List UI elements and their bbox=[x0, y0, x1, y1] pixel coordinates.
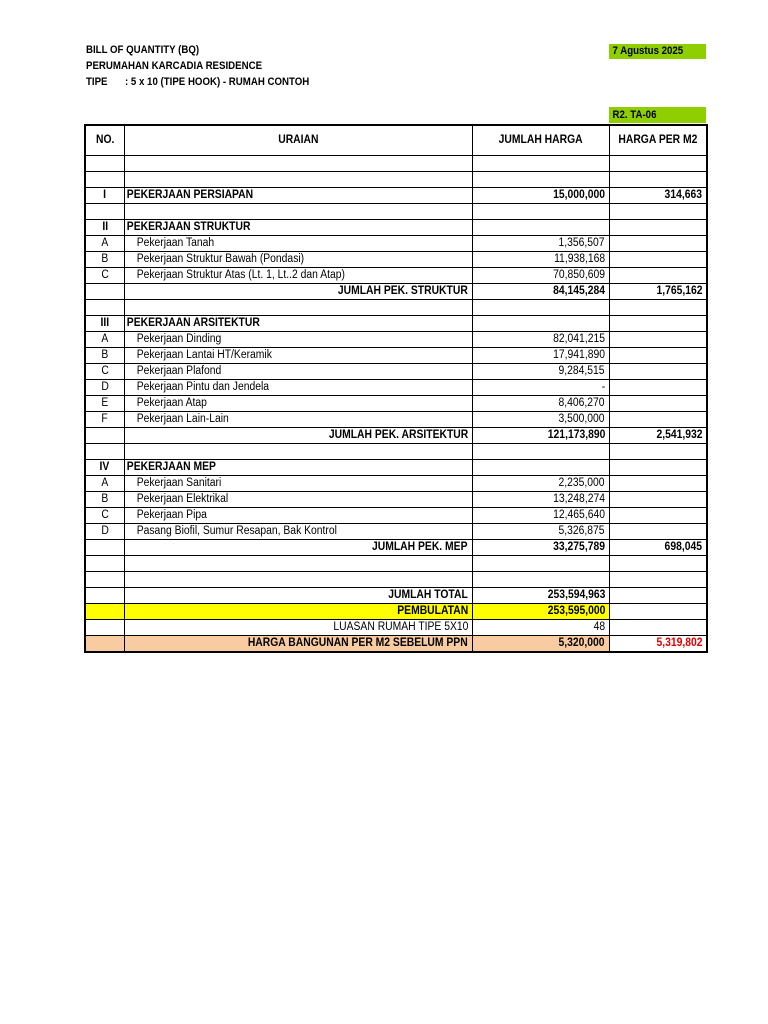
cell-jumlah-harga bbox=[472, 300, 609, 316]
cell-jumlah-harga: 5,320,000 bbox=[472, 636, 609, 653]
project-name: PERUMAHAN KARCADIA RESIDENCE bbox=[86, 60, 263, 72]
cell-jumlah-harga: 8,406,270 bbox=[472, 396, 609, 412]
cell-uraian: Pekerjaan Sanitari bbox=[124, 476, 472, 492]
date-text: 7 Agustus 2025 bbox=[612, 45, 684, 57]
cell-uraian: Pasang Biofil, Sumur Resapan, Bak Kontrol bbox=[124, 524, 472, 540]
cell-jumlah-harga bbox=[472, 444, 609, 460]
cell-jumlah-harga: 1,356,507 bbox=[472, 236, 609, 252]
table-row bbox=[85, 604, 707, 620]
cell-uraian: LUASAN RUMAH TIPE 5X10 bbox=[124, 620, 472, 636]
house-type-label: TIPE bbox=[86, 76, 108, 88]
cell-jumlah-harga bbox=[472, 220, 609, 236]
cell-harga-per-m2 bbox=[609, 364, 707, 380]
cell-no: C bbox=[85, 364, 124, 380]
blank-row bbox=[85, 556, 707, 572]
table-row bbox=[85, 588, 707, 604]
cell-uraian: HARGA BANGUNAN PER M2 SEBELUM PPN bbox=[124, 636, 472, 653]
cell-jumlah-harga bbox=[472, 156, 609, 172]
cell-jumlah-harga: 12,465,640 bbox=[472, 508, 609, 524]
cell-harga-per-m2 bbox=[609, 476, 707, 492]
cell-no: B bbox=[85, 492, 124, 508]
table-row bbox=[85, 412, 707, 428]
table-row bbox=[85, 460, 707, 476]
cell-harga-per-m2 bbox=[609, 300, 707, 316]
code-text: R2. TA-06 bbox=[612, 109, 657, 121]
cell-harga-per-m2 bbox=[609, 620, 707, 636]
cell-no: C bbox=[85, 268, 124, 284]
cell-jumlah-harga: 48 bbox=[472, 620, 609, 636]
table-row bbox=[85, 236, 707, 252]
cell-no: B bbox=[85, 252, 124, 268]
cell-harga-per-m2 bbox=[609, 156, 707, 172]
table-header-row bbox=[85, 125, 707, 156]
cell-uraian: Pekerjaan Elektrikal bbox=[124, 492, 472, 508]
cell-uraian: PEKERJAAN ARSITEKTUR bbox=[124, 316, 472, 332]
cell-harga-per-m2 bbox=[609, 460, 707, 476]
cell-jumlah-harga bbox=[472, 172, 609, 188]
cell-jumlah-harga bbox=[472, 572, 609, 588]
table-row bbox=[85, 620, 707, 636]
col-header-harga-per-m2: HARGA PER M2 bbox=[609, 125, 707, 156]
cell-uraian: Pekerjaan Lantai HT/Keramik bbox=[124, 348, 472, 364]
blank-row bbox=[85, 172, 707, 188]
cell-harga-per-m2: 314,663 bbox=[609, 188, 707, 204]
table-row bbox=[85, 364, 707, 380]
cell-jumlah-harga: 13,248,274 bbox=[472, 492, 609, 508]
cell-uraian: Pekerjaan Struktur Atas (Lt. 1, Lt..2 dan Atap) bbox=[124, 268, 472, 284]
col-header-no: NO. bbox=[85, 125, 124, 156]
date-badge bbox=[609, 44, 706, 59]
table-row bbox=[85, 348, 707, 364]
cell-uraian bbox=[124, 556, 472, 572]
cell-uraian bbox=[124, 572, 472, 588]
cell-jumlah-harga: - bbox=[472, 380, 609, 396]
cell-uraian: JUMLAH PEK. STRUKTUR bbox=[124, 284, 472, 300]
bq-table bbox=[84, 124, 708, 653]
cell-jumlah-harga bbox=[472, 204, 609, 220]
cell-jumlah-harga: 121,173,890 bbox=[472, 428, 609, 444]
cell-uraian bbox=[124, 300, 472, 316]
cell-uraian: PEMBULATAN bbox=[124, 604, 472, 620]
table-row bbox=[85, 508, 707, 524]
cell-no: D bbox=[85, 380, 124, 396]
cell-no bbox=[85, 204, 124, 220]
cell-jumlah-harga: 253,595,000 bbox=[472, 604, 609, 620]
table-row bbox=[85, 492, 707, 508]
cell-no: IV bbox=[85, 460, 124, 476]
cell-no: A bbox=[85, 236, 124, 252]
cell-harga-per-m2 bbox=[609, 204, 707, 220]
blank-row bbox=[85, 572, 707, 588]
cell-jumlah-harga: 84,145,284 bbox=[472, 284, 609, 300]
cell-uraian: PEKERJAAN MEP bbox=[124, 460, 472, 476]
col-header-jumlah-harga: JUMLAH HARGA bbox=[472, 125, 609, 156]
cell-harga-per-m2 bbox=[609, 556, 707, 572]
cell-harga-per-m2 bbox=[609, 396, 707, 412]
cell-harga-per-m2 bbox=[609, 412, 707, 428]
table-row bbox=[85, 524, 707, 540]
cell-uraian: Pekerjaan Plafond bbox=[124, 364, 472, 380]
cell-no: III bbox=[85, 316, 124, 332]
table-row bbox=[85, 220, 707, 236]
cell-uraian: JUMLAH TOTAL bbox=[124, 588, 472, 604]
table-row bbox=[85, 252, 707, 268]
cell-uraian: Pekerjaan Pintu dan Jendela bbox=[124, 380, 472, 396]
cell-jumlah-harga: 253,594,963 bbox=[472, 588, 609, 604]
cell-no: A bbox=[85, 332, 124, 348]
cell-jumlah-harga: 15,000,000 bbox=[472, 188, 609, 204]
cell-no: E bbox=[85, 396, 124, 412]
cell-jumlah-harga: 70,850,609 bbox=[472, 268, 609, 284]
cell-harga-per-m2 bbox=[609, 604, 707, 620]
table-row bbox=[85, 332, 707, 348]
cell-harga-per-m2: 5,319,802 bbox=[609, 636, 707, 653]
cell-harga-per-m2 bbox=[609, 236, 707, 252]
cell-jumlah-harga: 5,326,875 bbox=[472, 524, 609, 540]
cell-no: I bbox=[85, 188, 124, 204]
table-row bbox=[85, 188, 707, 204]
cell-uraian: Pekerjaan Tanah bbox=[124, 236, 472, 252]
cell-harga-per-m2 bbox=[609, 316, 707, 332]
blank-row bbox=[85, 156, 707, 172]
cell-uraian bbox=[124, 204, 472, 220]
cell-jumlah-harga bbox=[472, 460, 609, 476]
table-row bbox=[85, 540, 707, 556]
cell-uraian bbox=[124, 172, 472, 188]
table-row bbox=[85, 636, 707, 653]
table-row bbox=[85, 284, 707, 300]
cell-no bbox=[85, 588, 124, 604]
cell-uraian: JUMLAH PEK. MEP bbox=[124, 540, 472, 556]
cell-harga-per-m2 bbox=[609, 252, 707, 268]
cell-jumlah-harga bbox=[472, 556, 609, 572]
cell-no bbox=[85, 636, 124, 653]
cell-harga-per-m2 bbox=[609, 268, 707, 284]
code-badge bbox=[609, 107, 706, 123]
cell-uraian: Pekerjaan Pipa bbox=[124, 508, 472, 524]
cell-no: B bbox=[85, 348, 124, 364]
cell-no: A bbox=[85, 476, 124, 492]
cell-harga-per-m2 bbox=[609, 444, 707, 460]
house-type-value: : 5 x 10 (TIPE HOOK) - RUMAH CONTOH bbox=[125, 76, 310, 88]
cell-uraian: Pekerjaan Dinding bbox=[124, 332, 472, 348]
cell-jumlah-harga: 33,275,789 bbox=[472, 540, 609, 556]
cell-uraian bbox=[124, 156, 472, 172]
cell-harga-per-m2 bbox=[609, 172, 707, 188]
table-row bbox=[85, 268, 707, 284]
cell-no bbox=[85, 428, 124, 444]
cell-no bbox=[85, 300, 124, 316]
cell-harga-per-m2 bbox=[609, 348, 707, 364]
cell-harga-per-m2 bbox=[609, 492, 707, 508]
cell-no bbox=[85, 172, 124, 188]
cell-harga-per-m2 bbox=[609, 332, 707, 348]
table-row bbox=[85, 476, 707, 492]
cell-harga-per-m2 bbox=[609, 220, 707, 236]
cell-uraian: PEKERJAAN STRUKTUR bbox=[124, 220, 472, 236]
table-row bbox=[85, 380, 707, 396]
cell-no bbox=[85, 572, 124, 588]
blank-row bbox=[85, 204, 707, 220]
table-row bbox=[85, 428, 707, 444]
cell-no bbox=[85, 540, 124, 556]
blank-row bbox=[85, 300, 707, 316]
cell-no bbox=[85, 284, 124, 300]
cell-no bbox=[85, 156, 124, 172]
cell-harga-per-m2: 698,045 bbox=[609, 540, 707, 556]
cell-harga-per-m2: 2,541,932 bbox=[609, 428, 707, 444]
col-header-uraian: URAIAN bbox=[124, 125, 472, 156]
cell-jumlah-harga bbox=[472, 316, 609, 332]
cell-uraian: Pekerjaan Struktur Bawah (Pondasi) bbox=[124, 252, 472, 268]
cell-uraian: Pekerjaan Lain-Lain bbox=[124, 412, 472, 428]
cell-no bbox=[85, 444, 124, 460]
cell-no bbox=[85, 604, 124, 620]
document-title: BILL OF QUANTITY (BQ) bbox=[86, 44, 200, 56]
cell-no: D bbox=[85, 524, 124, 540]
cell-jumlah-harga: 17,941,890 bbox=[472, 348, 609, 364]
cell-harga-per-m2: 1,765,162 bbox=[609, 284, 707, 300]
cell-harga-per-m2 bbox=[609, 588, 707, 604]
cell-jumlah-harga: 11,938,168 bbox=[472, 252, 609, 268]
cell-no: II bbox=[85, 220, 124, 236]
cell-no bbox=[85, 620, 124, 636]
cell-harga-per-m2 bbox=[609, 508, 707, 524]
cell-uraian bbox=[124, 444, 472, 460]
blank-row bbox=[85, 444, 707, 460]
cell-uraian: PEKERJAAN PERSIAPAN bbox=[124, 188, 472, 204]
cell-harga-per-m2 bbox=[609, 524, 707, 540]
cell-no bbox=[85, 556, 124, 572]
cell-harga-per-m2 bbox=[609, 572, 707, 588]
cell-jumlah-harga: 82,041,215 bbox=[472, 332, 609, 348]
table-row bbox=[85, 396, 707, 412]
cell-no: C bbox=[85, 508, 124, 524]
cell-uraian: JUMLAH PEK. ARSITEKTUR bbox=[124, 428, 472, 444]
cell-harga-per-m2 bbox=[609, 380, 707, 396]
cell-no: F bbox=[85, 412, 124, 428]
cell-jumlah-harga: 3,500,000 bbox=[472, 412, 609, 428]
cell-jumlah-harga: 2,235,000 bbox=[472, 476, 609, 492]
table-row bbox=[85, 316, 707, 332]
cell-jumlah-harga: 9,284,515 bbox=[472, 364, 609, 380]
cell-uraian: Pekerjaan Atap bbox=[124, 396, 472, 412]
